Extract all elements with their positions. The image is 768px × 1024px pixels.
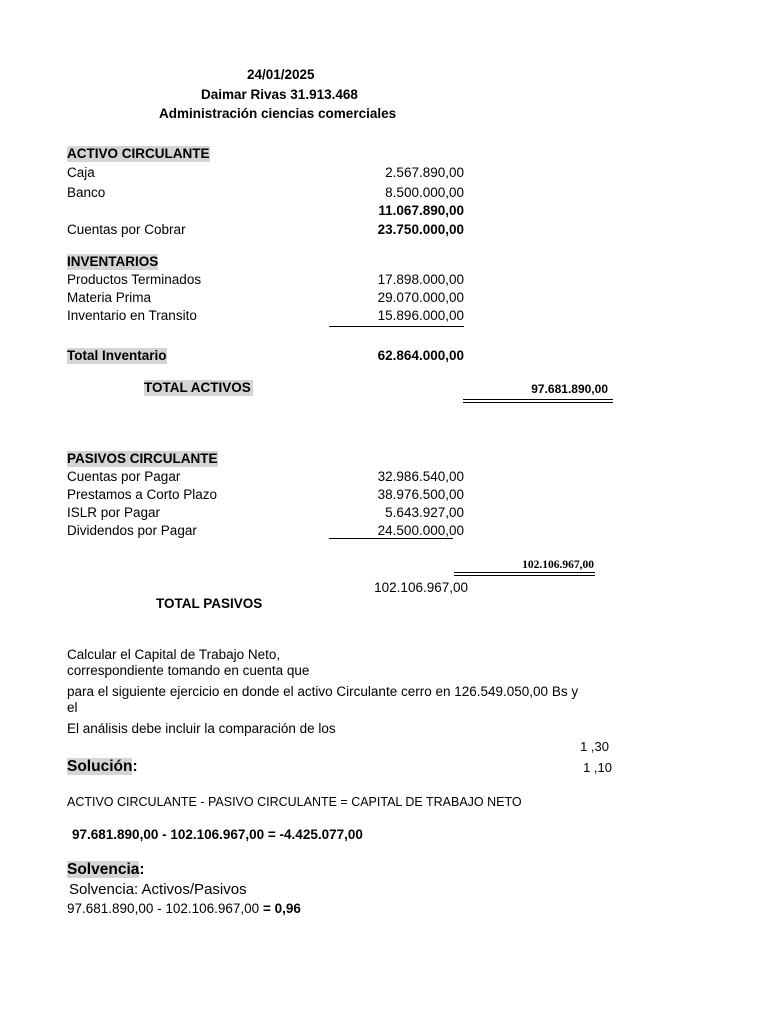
- pasivos-total-value: 102.106.967,00: [522, 559, 594, 571]
- enunciado-line-1: Calcular el Capital de Trabajo Neto,: [67, 647, 281, 662]
- islr-value: 5.643.927,00: [385, 505, 464, 520]
- solucion-colon: :: [132, 758, 138, 775]
- total-activos-double-rule-top: [463, 399, 613, 400]
- author-line: Daimar Rivas 31.913.468: [201, 87, 358, 102]
- capital-trabajo-calculation: 97.681.890,00 - 102.106.967,00 = -4.425.077,00: [72, 827, 363, 842]
- banco-value: 8.500.000,00: [385, 185, 464, 200]
- islr-label: ISLR por Pagar: [67, 505, 161, 520]
- total-activos-double-rule-bottom: [463, 402, 613, 403]
- solvencia-calc-text: 97.681.890,00 - 102.106.967,00: [67, 901, 260, 916]
- caja-label: Caja: [67, 165, 95, 180]
- total-activos-value: 97.681.890,00: [531, 382, 608, 396]
- enunciado-line-4: el: [67, 700, 78, 715]
- enunciado-line-3: para el siguiente ejercicio en donde el activo Circulante cerro en 126.549.050,00 Bs y: [67, 684, 579, 699]
- solvencia-heading: [67, 861, 145, 879]
- pasivos-sum-rule: [329, 538, 453, 539]
- cuentas-pagar-value: 32.986.540,00: [377, 469, 464, 484]
- solucion-heading: [67, 758, 138, 776]
- materia-prima-label: Materia Prima: [67, 290, 152, 305]
- solvencia-formula: Solvencia: Activos/Pasivos: [69, 881, 247, 898]
- dividendos-label: Dividendos por Pagar: [67, 523, 197, 538]
- ratio-value-1: 1 ,30: [580, 739, 609, 754]
- inventarios-heading: INVENTARIOS: [67, 254, 159, 269]
- total-pasivos-label: TOTAL PASIVOS: [156, 596, 263, 611]
- inventario-sum-rule: [329, 326, 464, 327]
- pasivos-double-rule-bottom: [454, 575, 595, 576]
- pasivos-double-rule-top: [454, 572, 595, 573]
- pasivos-sum-value: 102.106.967,00: [374, 580, 468, 595]
- inventario-transito-label: Inventario en Transito: [67, 308, 197, 323]
- activo-circulante-heading: ACTIVO CIRCULANTE: [67, 146, 210, 161]
- solvencia-calculation: [67, 901, 301, 917]
- capital-trabajo-formula: ACTIVO CIRCULANTE - PASIVO CIRCULANTE = CAPITAL DE TRABAJO NETO: [67, 795, 522, 809]
- ratio-value-2: 1 ,10: [583, 760, 612, 775]
- pasivos-circulante-heading: PASIVOS CIRCULANTE: [67, 451, 218, 466]
- total-inventario-label: Total Inventario: [67, 348, 167, 363]
- cuentas-pagar-label: Cuentas por Pagar: [67, 469, 181, 484]
- course-line: Administración ciencias comerciales: [159, 106, 397, 121]
- caja-value: 2.567.890,00: [385, 165, 464, 180]
- prestamos-value: 38.976.500,00: [377, 487, 464, 502]
- prestamos-label: Prestamos a Corto Plazo: [67, 487, 218, 502]
- enunciado-line-2: correspondiente tomando en cuenta que: [67, 663, 310, 678]
- banco-label: Banco: [67, 185, 106, 200]
- document-date: 24/01/2025: [247, 67, 315, 82]
- solvencia-title: Solvencia: [67, 861, 140, 878]
- solucion-title: Solución: [67, 758, 133, 775]
- total-inventario-value: 62.864.000,00: [377, 348, 464, 363]
- enunciado-line-5: El análisis debe incluir la comparación de los: [67, 721, 336, 736]
- inventario-transito-value: 15.896.000,00: [377, 308, 464, 323]
- solvencia-colon: :: [139, 861, 145, 878]
- dividendos-value: 24.500.000,00: [377, 523, 464, 538]
- productos-terminados-value: 17.898.000,00: [377, 272, 464, 287]
- cuentas-cobrar-value: 23.750.000,00: [377, 222, 464, 237]
- solvencia-result: = 0,96: [262, 901, 301, 916]
- productos-terminados-label: Productos Terminados: [67, 272, 202, 287]
- activo-subtotal: 11.067.890,00: [378, 203, 464, 218]
- materia-prima-value: 29.070.000,00: [377, 290, 464, 305]
- total-activos-label: TOTAL ACTIVOS: [144, 380, 251, 395]
- cuentas-cobrar-label: Cuentas por Cobrar: [67, 222, 186, 237]
